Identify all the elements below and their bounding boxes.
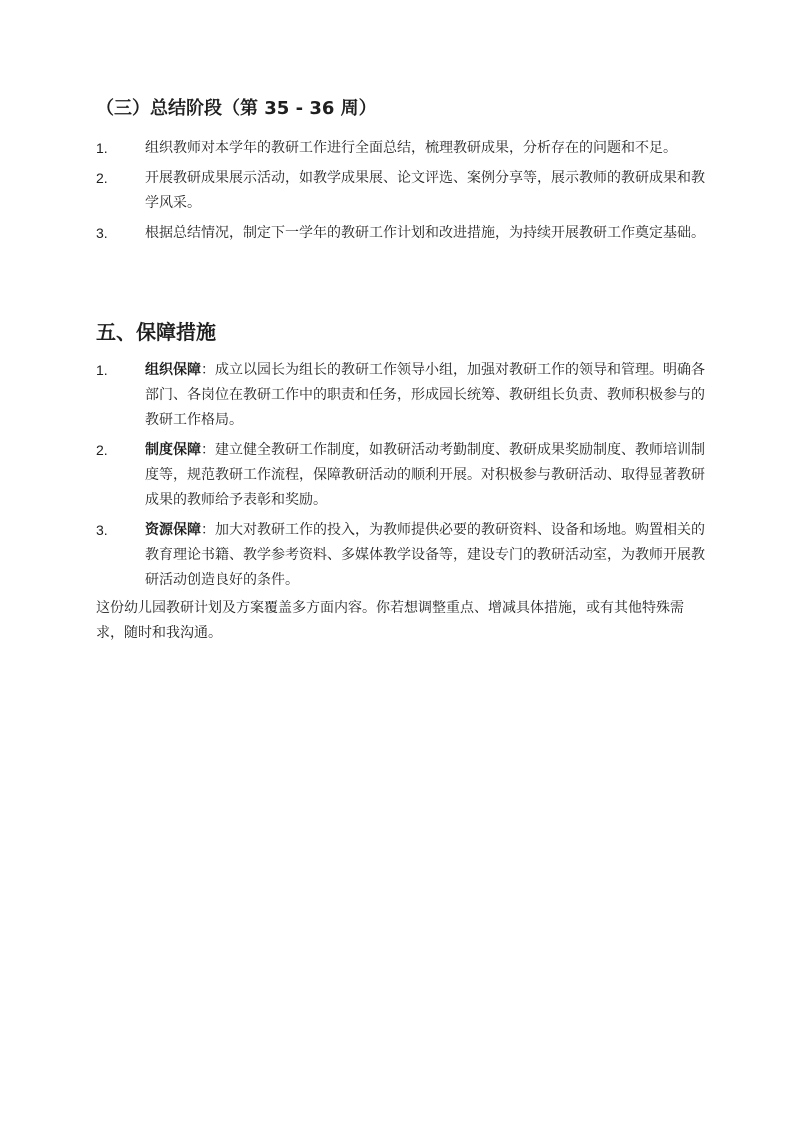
section-summary-heading: （三）总结阶段（第 35 - 36 周） <box>96 98 377 119</box>
list-item <box>96 358 706 433</box>
list-item-text: ：建立健全教研工作制度，如教研活动考勤制度、教研成果奖励制度、教师培训制度等，规范教研工作流程，保障教研活动的顺利开展。对积极参与教研活动、取得显著教研成果的教师给予表彰和奖励。 <box>145 442 705 508</box>
list-number: 1. <box>96 362 108 378</box>
list-item <box>96 438 706 513</box>
list-item <box>96 518 706 593</box>
list-number: 2. <box>96 170 108 186</box>
list-item-text: ：成立以园长为组长的教研工作领导小组，加强对教研工作的领导和管理。明确各部门、各岗位在教研工作中的职责和任务，形成园长统筹、教研组长负责、教师积极参与的教研工作格局。 <box>145 362 705 428</box>
guarantee-measures-list <box>96 358 706 598</box>
section-guarantee-heading: 五、保障措施 <box>96 320 216 344</box>
closing-paragraph: 这份幼儿园教研计划及方案覆盖多方面内容。你若想调整重点、增减具体措施，或有其他特殊需求，随时和我沟通。 <box>96 600 684 641</box>
list-item <box>96 166 706 216</box>
list-item <box>96 136 706 161</box>
list-number: 2. <box>96 442 108 458</box>
item-label: 组织保障 <box>145 362 201 378</box>
list-number: 3. <box>96 522 108 538</box>
list-item-text: 根据总结情况，制定下一学年的教研工作计划和改进措施，为持续开展教研工作奠定基础。 <box>145 225 705 241</box>
list-item-text: 开展教研成果展示活动，如教学成果展、论文评选、案例分享等，展示教师的教研成果和教学风采。 <box>145 170 705 211</box>
list-item <box>96 221 706 246</box>
list-item-text: ：加大对教研工作的投入，为教师提供必要的教研资料、设备和场地。购置相关的教育理论书籍、教学参考资料、多媒体教学设备等，建设专门的教研活动室，为教师开展教研活动创造良好的条件。 <box>145 522 705 588</box>
list-number: 3. <box>96 225 108 241</box>
item-label: 制度保障 <box>145 442 201 458</box>
summary-stage-list <box>96 136 706 251</box>
list-item-text: 组织教师对本学年的教研工作进行全面总结，梳理教研成果，分析存在的问题和不足。 <box>145 140 677 156</box>
item-label: 资源保障 <box>145 522 201 538</box>
list-number: 1. <box>96 140 108 156</box>
